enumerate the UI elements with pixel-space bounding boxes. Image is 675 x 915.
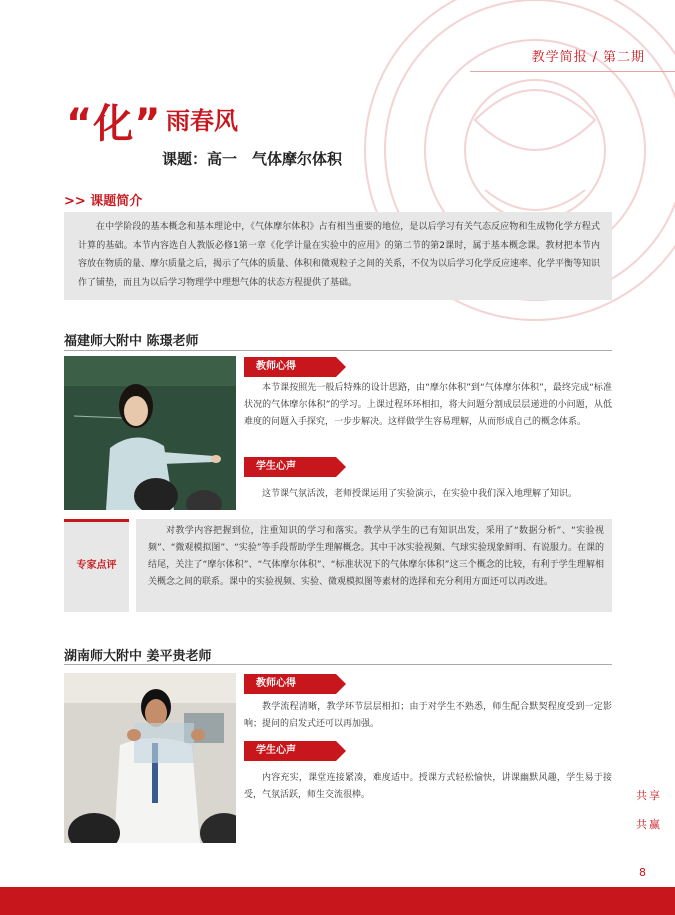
expert-review bbox=[64, 519, 612, 612]
expert-box bbox=[136, 519, 612, 612]
teacher1-photo bbox=[64, 356, 236, 510]
header-issue: 第二期 bbox=[602, 50, 645, 65]
teacher1-name: 福建师大附中 陈璟老师 bbox=[64, 334, 199, 349]
title-quote: “化” bbox=[66, 101, 162, 147]
teacher2-name: 湖南师大附中 姜平贵老师 bbox=[64, 649, 212, 664]
teacher2-photo bbox=[64, 673, 236, 843]
header-separator: / bbox=[592, 50, 598, 65]
header-rule bbox=[470, 71, 675, 72]
teacher1-student-text: 这节课气氛活泼，老师授课运用了实验演示，在实验中我们深入地理解了知识。 bbox=[262, 489, 578, 499]
teacher2-rule bbox=[64, 664, 612, 665]
header-publication: 教学简报 bbox=[531, 50, 588, 65]
teacher1-teacher-text: 本节课按照先一般后特殊的设计思路，由“摩尔体积”到“气体摩尔体积”，最终完成“标准状况的气体摩尔体积”的学习。上课过程环环相扣，将大问题分割成层层递进的小问题，从低难度的问题入手探究，一步步解决。这样做学生容易理解，从而形成自己的概念体系。 bbox=[244, 383, 612, 427]
title-rest: 雨春风 bbox=[166, 107, 238, 135]
intro-box bbox=[64, 212, 612, 300]
side-text-win: 共赢 bbox=[636, 818, 662, 831]
teacher1-student-tag: 学生心声 bbox=[244, 457, 336, 477]
page-number: 8 bbox=[639, 866, 646, 879]
teacher2-student-tag: 学生心声 bbox=[244, 741, 336, 761]
side-text-share: 共享 bbox=[636, 789, 662, 802]
expert-label: 专家点评 bbox=[64, 519, 129, 612]
expert-text: 对教学内容把握到位，注重知识的学习和落实。教学从学生的已有知识出发，采用了“数据分析”、“实验视频”、“微观模拟图”、“实验”等手段帮助学生理解概念。其中干冰实验视频、气球实验现象鲜明、有说服力。在课的结尾，关注了“摩尔体积”、“气体摩尔体积”、“标准状况下的气体摩尔体积”这三个概念的比较，有利于学生理解相关概念之间的联系。课中的实验视频、实验、微观模拟图等素材的选择和充分利用方面还可以再改进。 bbox=[148, 526, 604, 587]
bottom-bar bbox=[0, 887, 675, 915]
teacher1-teacher-tag: 教师心得 bbox=[244, 357, 336, 377]
teacher1-rule bbox=[64, 350, 612, 351]
teacher2-teacher-text: 教学流程清晰，教学环节层层相扣；由于对学生不熟悉，师生配合默契程度受到一定影响；提问的启发式还可以再加强。 bbox=[244, 702, 612, 729]
issue-header bbox=[532, 46, 645, 65]
intro-text: 在中学阶段的基本概念和基本理论中，《气体摩尔体积》占有相当重要的地位，是以后学习有关气态反应物和生成物化学方程式计算的基础。本节内容选自人教版必修1第一章《化学计量在实验中的应用》的第二节的第2课时，属于基本概念课。教材把本节内容放在物质的量、摩尔质量之后，揭示了气体的质量、体积和微观粒子之间的关系，不仅为以后学习化学反应速率、化学平衡等知识作了铺垫，而且为以后学习物理学中理想气体的状态方程提供了基础。 bbox=[78, 222, 601, 288]
intro-heading: >> 课题简介 bbox=[64, 194, 143, 209]
teacher2-teacher-tag: 教师心得 bbox=[244, 674, 336, 694]
teacher2-student-text: 内容充实，课堂连接紧凑，难度适中。授课方式轻松愉快，讲课幽默风趣，学生易于接受，气氛活跃，师生交流很棒。 bbox=[244, 773, 612, 800]
lesson-subtitle: 课题：高一 气体摩尔体积 bbox=[162, 150, 343, 168]
